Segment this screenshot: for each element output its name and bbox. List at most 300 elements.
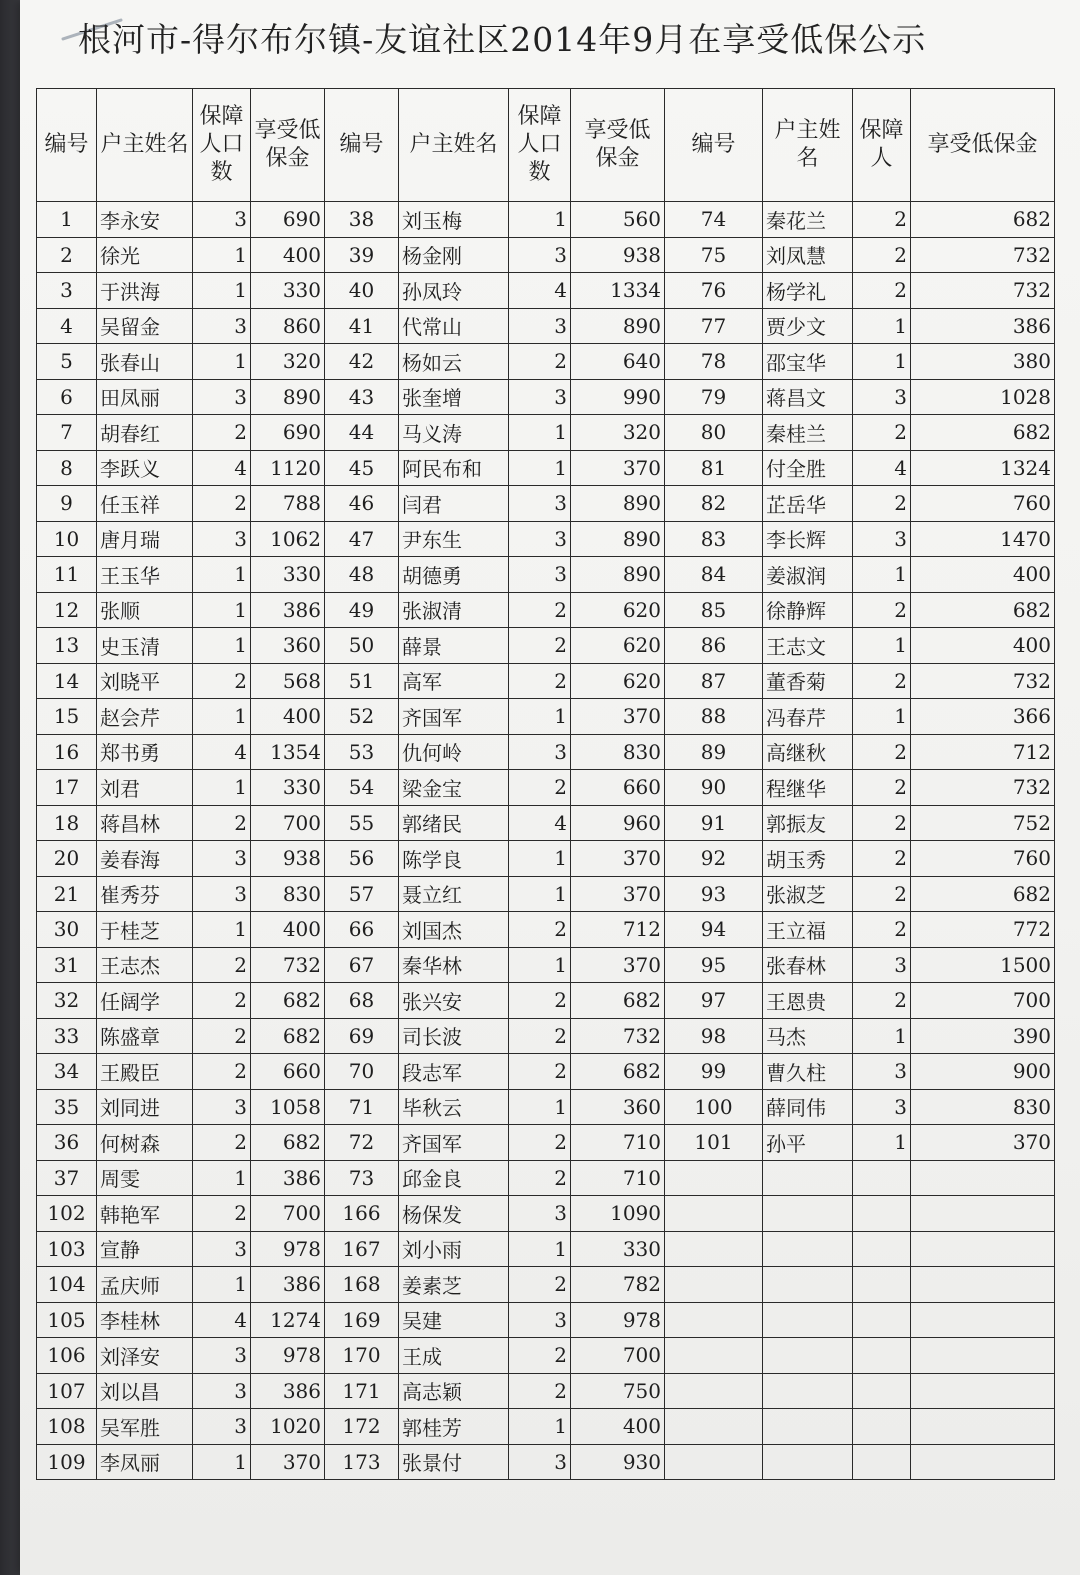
cell-household-head: 刘晓平 <box>97 663 193 699</box>
cell-household-head <box>763 1338 853 1374</box>
cell-number: 76 <box>665 273 763 309</box>
table-row <box>37 273 1055 309</box>
cell-persons-covered: 1 <box>509 1409 571 1445</box>
cell-persons-covered: 1 <box>853 699 911 735</box>
cell-allowance-amount: 682 <box>911 592 1055 628</box>
cell-allowance-amount: 660 <box>251 1054 325 1090</box>
cell-persons-covered <box>853 1409 911 1445</box>
cell-number: 77 <box>665 308 763 344</box>
cell-persons-covered: 3 <box>853 521 911 557</box>
cell-persons-covered: 1 <box>509 450 571 486</box>
cell-household-head: 何树森 <box>97 1125 193 1161</box>
cell-persons-covered: 4 <box>509 805 571 841</box>
table-row <box>37 1018 1055 1054</box>
cell-number: 49 <box>325 592 399 628</box>
table-row <box>37 947 1055 983</box>
cell-number: 170 <box>325 1338 399 1374</box>
cell-persons-covered: 1 <box>193 557 251 593</box>
cell-number: 87 <box>665 663 763 699</box>
cell-household-head: 徐静辉 <box>763 592 853 628</box>
cell-persons-covered: 2 <box>509 1018 571 1054</box>
cell-number: 35 <box>37 1089 97 1125</box>
table-row <box>37 415 1055 451</box>
cell-household-head <box>763 1444 853 1480</box>
cell-household-head: 郭绪民 <box>399 805 509 841</box>
cell-household-head: 薛同伟 <box>763 1089 853 1125</box>
cell-allowance-amount: 782 <box>571 1267 665 1303</box>
cell-persons-covered: 3 <box>193 876 251 912</box>
cell-number: 80 <box>665 415 763 451</box>
cell-household-head: 杨金刚 <box>399 237 509 273</box>
cell-allowance-amount: 366 <box>911 699 1055 735</box>
cell-number <box>665 1444 763 1480</box>
cell-number: 37 <box>37 1160 97 1196</box>
cell-number <box>665 1409 763 1445</box>
cell-number: 104 <box>37 1267 97 1303</box>
cell-allowance-amount: 320 <box>251 344 325 380</box>
cell-number: 1 <box>37 202 97 238</box>
cell-household-head: 聂立红 <box>399 876 509 912</box>
cell-allowance-amount: 788 <box>251 486 325 522</box>
table-row <box>37 486 1055 522</box>
cell-household-head: 史玉清 <box>97 628 193 664</box>
cell-number: 41 <box>325 308 399 344</box>
cell-household-head: 闫君 <box>399 486 509 522</box>
cell-persons-covered: 2 <box>853 983 911 1019</box>
header-persons-covered: 保障人口数 <box>509 89 571 202</box>
table-row <box>37 379 1055 415</box>
cell-persons-covered: 2 <box>853 202 911 238</box>
table-row <box>37 1444 1055 1480</box>
cell-household-head: 张景付 <box>399 1444 509 1480</box>
cell-number: 12 <box>37 592 97 628</box>
cell-household-head: 姜淑润 <box>763 557 853 593</box>
cell-persons-covered: 3 <box>853 379 911 415</box>
header-household-head: 户主姓名 <box>399 89 509 202</box>
cell-allowance-amount: 890 <box>571 557 665 593</box>
table-row <box>37 1160 1055 1196</box>
cell-persons-covered: 1 <box>193 344 251 380</box>
cell-allowance-amount: 386 <box>251 592 325 628</box>
cell-persons-covered: 1 <box>853 308 911 344</box>
cell-allowance-amount: 330 <box>251 273 325 309</box>
cell-persons-covered: 2 <box>193 1018 251 1054</box>
cell-allowance-amount <box>911 1267 1055 1303</box>
cell-allowance-amount: 330 <box>251 557 325 593</box>
table-row <box>37 1373 1055 1409</box>
cell-number: 73 <box>325 1160 399 1196</box>
cell-number: 36 <box>37 1125 97 1161</box>
cell-allowance-amount: 732 <box>911 273 1055 309</box>
cell-allowance-amount: 660 <box>571 770 665 806</box>
cell-persons-covered: 2 <box>193 1054 251 1090</box>
cell-allowance-amount: 390 <box>911 1018 1055 1054</box>
cell-household-head: 马杰 <box>763 1018 853 1054</box>
cell-household-head: 姜春海 <box>97 841 193 877</box>
table-row <box>37 1089 1055 1125</box>
cell-persons-covered: 3 <box>193 841 251 877</box>
cell-allowance-amount: 620 <box>571 592 665 628</box>
cell-household-head: 唐月瑞 <box>97 521 193 557</box>
cell-persons-covered: 2 <box>853 876 911 912</box>
cell-household-head: 郭桂芳 <box>399 1409 509 1445</box>
cell-persons-covered: 2 <box>853 486 911 522</box>
cell-persons-covered: 2 <box>193 805 251 841</box>
cell-allowance-amount: 1020 <box>251 1409 325 1445</box>
table-row <box>37 592 1055 628</box>
cell-number: 103 <box>37 1231 97 1267</box>
cell-number: 172 <box>325 1409 399 1445</box>
cell-persons-covered: 1 <box>853 557 911 593</box>
cell-persons-covered: 2 <box>509 344 571 380</box>
cell-number: 38 <box>325 202 399 238</box>
cell-allowance-amount: 700 <box>911 983 1055 1019</box>
cell-allowance-amount: 690 <box>251 202 325 238</box>
cell-allowance-amount: 386 <box>251 1267 325 1303</box>
cell-household-head: 胡春红 <box>97 415 193 451</box>
cell-persons-covered: 1 <box>509 947 571 983</box>
cell-allowance-amount <box>911 1196 1055 1232</box>
cell-persons-covered: 1 <box>193 770 251 806</box>
cell-number: 2 <box>37 237 97 273</box>
cell-persons-covered: 3 <box>509 734 571 770</box>
cell-persons-covered: 3 <box>853 1089 911 1125</box>
cell-household-head: 孙凤玲 <box>399 273 509 309</box>
cell-household-head: 王志文 <box>763 628 853 664</box>
cell-allowance-amount: 732 <box>911 237 1055 273</box>
cell-allowance-amount: 1500 <box>911 947 1055 983</box>
cell-number: 39 <box>325 237 399 273</box>
cell-number: 97 <box>665 983 763 1019</box>
table-row <box>37 521 1055 557</box>
cell-allowance-amount: 370 <box>571 699 665 735</box>
cell-household-head: 秦花兰 <box>763 202 853 238</box>
cell-allowance-amount: 732 <box>911 663 1055 699</box>
cell-number: 70 <box>325 1054 399 1090</box>
cell-allowance-amount: 712 <box>571 912 665 948</box>
cell-number: 47 <box>325 521 399 557</box>
cell-persons-covered: 1 <box>853 628 911 664</box>
cell-allowance-amount: 1028 <box>911 379 1055 415</box>
cell-persons-covered: 3 <box>509 308 571 344</box>
cell-allowance-amount: 960 <box>571 805 665 841</box>
cell-number: 83 <box>665 521 763 557</box>
header-number: 编号 <box>325 89 399 202</box>
cell-allowance-amount: 938 <box>571 237 665 273</box>
cell-household-head: 高军 <box>399 663 509 699</box>
cell-number: 21 <box>37 876 97 912</box>
cell-household-head: 杨如云 <box>399 344 509 380</box>
document-title: 根河市-得尔布尔镇-友谊社区2014年9月在享受低保公示 <box>78 20 927 59</box>
cell-household-head: 张淑清 <box>399 592 509 628</box>
cell-household-head: 李凤丽 <box>97 1444 193 1480</box>
cell-household-head <box>763 1267 853 1303</box>
cell-allowance-amount: 830 <box>251 876 325 912</box>
cell-household-head: 司长波 <box>399 1018 509 1054</box>
cell-household-head: 田凤丽 <box>97 379 193 415</box>
table-row <box>37 1054 1055 1090</box>
cell-household-head: 齐国军 <box>399 699 509 735</box>
cell-household-head: 刘国杰 <box>399 912 509 948</box>
table-row <box>37 1302 1055 1338</box>
cell-household-head: 王殿臣 <box>97 1054 193 1090</box>
cell-persons-covered <box>853 1231 911 1267</box>
cell-persons-covered: 3 <box>509 237 571 273</box>
cell-household-head: 张奎增 <box>399 379 509 415</box>
cell-number <box>665 1338 763 1374</box>
cell-allowance-amount: 370 <box>571 841 665 877</box>
table-row <box>37 450 1055 486</box>
cell-number: 69 <box>325 1018 399 1054</box>
cell-persons-covered: 2 <box>853 273 911 309</box>
header-household-head: 户主姓名 <box>763 89 853 202</box>
cell-persons-covered: 4 <box>509 273 571 309</box>
cell-household-head: 邵宝华 <box>763 344 853 380</box>
cell-number: 82 <box>665 486 763 522</box>
cell-persons-covered: 2 <box>853 912 911 948</box>
cell-number: 50 <box>325 628 399 664</box>
cell-allowance-amount <box>911 1373 1055 1409</box>
cell-number: 20 <box>37 841 97 877</box>
cell-number: 30 <box>37 912 97 948</box>
cell-persons-covered: 4 <box>193 1302 251 1338</box>
cell-number: 75 <box>665 237 763 273</box>
cell-number: 51 <box>325 663 399 699</box>
cell-household-head: 崔秀芬 <box>97 876 193 912</box>
cell-allowance-amount: 640 <box>571 344 665 380</box>
cell-household-head: 胡玉秀 <box>763 841 853 877</box>
cell-allowance-amount: 1324 <box>911 450 1055 486</box>
cell-persons-covered: 1 <box>193 628 251 664</box>
header-row <box>37 89 1055 202</box>
cell-household-head: 薛景 <box>399 628 509 664</box>
cell-number: 101 <box>665 1125 763 1161</box>
cell-persons-covered: 2 <box>853 415 911 451</box>
cell-persons-covered: 1 <box>193 699 251 735</box>
cell-persons-covered: 3 <box>853 947 911 983</box>
cell-persons-covered <box>853 1267 911 1303</box>
cell-number: 7 <box>37 415 97 451</box>
cell-number: 109 <box>37 1444 97 1480</box>
table-row <box>37 912 1055 948</box>
cell-persons-covered: 3 <box>509 557 571 593</box>
cell-allowance-amount: 938 <box>251 841 325 877</box>
cell-allowance-amount: 360 <box>251 628 325 664</box>
cell-allowance-amount: 710 <box>571 1160 665 1196</box>
cell-household-head: 孙平 <box>763 1125 853 1161</box>
cell-allowance-amount: 732 <box>571 1018 665 1054</box>
cell-number: 56 <box>325 841 399 877</box>
cell-persons-covered: 2 <box>509 592 571 628</box>
cell-household-head: 王立福 <box>763 912 853 948</box>
cell-number <box>665 1160 763 1196</box>
cell-number: 100 <box>665 1089 763 1125</box>
cell-allowance-amount: 400 <box>251 699 325 735</box>
cell-persons-covered: 2 <box>193 415 251 451</box>
cell-allowance-amount: 978 <box>571 1302 665 1338</box>
cell-allowance-amount: 330 <box>251 770 325 806</box>
cell-household-head <box>763 1196 853 1232</box>
cell-persons-covered: 2 <box>509 1373 571 1409</box>
cell-persons-covered: 1 <box>509 699 571 735</box>
cell-persons-covered: 1 <box>853 1125 911 1161</box>
cell-household-head: 刘君 <box>97 770 193 806</box>
cell-persons-covered: 2 <box>853 805 911 841</box>
cell-persons-covered: 2 <box>193 947 251 983</box>
cell-allowance-amount: 890 <box>571 308 665 344</box>
cell-household-head: 冯春芹 <box>763 699 853 735</box>
table-row <box>37 557 1055 593</box>
cell-number: 17 <box>37 770 97 806</box>
cell-number: 57 <box>325 876 399 912</box>
cell-number: 8 <box>37 450 97 486</box>
cell-household-head: 杨学礼 <box>763 273 853 309</box>
cell-persons-covered: 2 <box>509 1338 571 1374</box>
cell-allowance-amount <box>911 1302 1055 1338</box>
table-row <box>37 202 1055 238</box>
cell-household-head: 韩艳军 <box>97 1196 193 1232</box>
subsistence-allowance-table <box>36 88 1055 1480</box>
cell-number: 108 <box>37 1409 97 1445</box>
cell-allowance-amount: 400 <box>911 557 1055 593</box>
cell-household-head: 董香菊 <box>763 663 853 699</box>
cell-persons-covered: 3 <box>853 1054 911 1090</box>
cell-allowance-amount: 682 <box>911 876 1055 912</box>
cell-persons-covered: 2 <box>193 486 251 522</box>
cell-number: 18 <box>37 805 97 841</box>
cell-household-head: 王志杰 <box>97 947 193 983</box>
cell-allowance-amount: 620 <box>571 628 665 664</box>
cell-number: 66 <box>325 912 399 948</box>
cell-number: 95 <box>665 947 763 983</box>
cell-allowance-amount <box>911 1409 1055 1445</box>
cell-number: 171 <box>325 1373 399 1409</box>
cell-number: 34 <box>37 1054 97 1090</box>
cell-number: 31 <box>37 947 97 983</box>
cell-number: 84 <box>665 557 763 593</box>
cell-allowance-amount: 890 <box>251 379 325 415</box>
cell-allowance-amount: 386 <box>251 1373 325 1409</box>
header-number: 编号 <box>665 89 763 202</box>
table-row <box>37 1125 1055 1161</box>
cell-persons-covered: 1 <box>509 1231 571 1267</box>
cell-number <box>665 1196 763 1232</box>
table-row <box>37 1267 1055 1303</box>
cell-household-head: 刘泽安 <box>97 1338 193 1374</box>
cell-allowance-amount: 682 <box>571 1054 665 1090</box>
cell-number: 105 <box>37 1302 97 1338</box>
cell-persons-covered <box>853 1444 911 1480</box>
cell-number: 40 <box>325 273 399 309</box>
cell-persons-covered: 3 <box>193 308 251 344</box>
cell-number: 166 <box>325 1196 399 1232</box>
cell-allowance-amount: 370 <box>251 1444 325 1480</box>
cell-allowance-amount: 1062 <box>251 521 325 557</box>
cell-persons-covered: 2 <box>193 663 251 699</box>
table-row <box>37 663 1055 699</box>
cell-household-head: 胡德勇 <box>399 557 509 593</box>
cell-persons-covered <box>853 1302 911 1338</box>
cell-allowance-amount <box>911 1160 1055 1196</box>
cell-number: 98 <box>665 1018 763 1054</box>
cell-allowance-amount: 380 <box>911 344 1055 380</box>
cell-persons-covered: 1 <box>193 592 251 628</box>
cell-persons-covered: 1 <box>193 912 251 948</box>
cell-persons-covered: 2 <box>853 592 911 628</box>
cell-persons-covered: 1 <box>509 1089 571 1125</box>
cell-number: 79 <box>665 379 763 415</box>
cell-household-head: 段志军 <box>399 1054 509 1090</box>
cell-persons-covered <box>853 1196 911 1232</box>
cell-household-head <box>763 1373 853 1409</box>
cell-allowance-amount: 682 <box>251 983 325 1019</box>
cell-persons-covered: 3 <box>509 486 571 522</box>
cell-persons-covered: 1 <box>193 273 251 309</box>
cell-allowance-amount: 978 <box>251 1231 325 1267</box>
cell-household-head: 秦桂兰 <box>763 415 853 451</box>
header-allowance-amount: 享受低保金 <box>911 89 1055 202</box>
cell-household-head: 吴建 <box>399 1302 509 1338</box>
cell-household-head: 郭振友 <box>763 805 853 841</box>
cell-number: 13 <box>37 628 97 664</box>
cell-persons-covered: 1 <box>853 344 911 380</box>
cell-allowance-amount <box>911 1231 1055 1267</box>
cell-allowance-amount: 1120 <box>251 450 325 486</box>
cell-household-head: 高继秋 <box>763 734 853 770</box>
cell-household-head <box>763 1231 853 1267</box>
cell-allowance-amount: 760 <box>911 486 1055 522</box>
cell-number: 72 <box>325 1125 399 1161</box>
header-persons-covered: 保障人口数 <box>193 89 251 202</box>
cell-number: 89 <box>665 734 763 770</box>
cell-persons-covered: 2 <box>509 1054 571 1090</box>
cell-persons-covered: 3 <box>193 521 251 557</box>
cell-number: 44 <box>325 415 399 451</box>
cell-household-head: 梁金宝 <box>399 770 509 806</box>
cell-number: 46 <box>325 486 399 522</box>
cell-household-head: 张春山 <box>97 344 193 380</box>
cell-allowance-amount: 930 <box>571 1444 665 1480</box>
cell-allowance-amount: 1470 <box>911 521 1055 557</box>
cell-allowance-amount: 370 <box>571 876 665 912</box>
cell-household-head: 付全胜 <box>763 450 853 486</box>
cell-household-head: 周雯 <box>97 1160 193 1196</box>
cell-number: 74 <box>665 202 763 238</box>
cell-allowance-amount: 900 <box>911 1054 1055 1090</box>
cell-household-head: 陈盛章 <box>97 1018 193 1054</box>
cell-allowance-amount: 700 <box>251 1196 325 1232</box>
table-row <box>37 1338 1055 1374</box>
cell-household-head: 徐光 <box>97 237 193 273</box>
cell-allowance-amount: 700 <box>571 1338 665 1374</box>
cell-persons-covered: 2 <box>509 1160 571 1196</box>
cell-persons-covered: 3 <box>509 379 571 415</box>
cell-number: 5 <box>37 344 97 380</box>
table-row <box>37 876 1055 912</box>
cell-household-head: 高志颖 <box>399 1373 509 1409</box>
cell-household-head: 李跃义 <box>97 450 193 486</box>
header-household-head: 户主姓名 <box>97 89 193 202</box>
table-row <box>37 1196 1055 1232</box>
cell-allowance-amount: 682 <box>911 415 1055 451</box>
cell-persons-covered: 2 <box>509 912 571 948</box>
cell-persons-covered: 1 <box>853 1018 911 1054</box>
cell-number: 9 <box>37 486 97 522</box>
cell-household-head: 邱金良 <box>399 1160 509 1196</box>
header-persons-covered: 保障人 <box>853 89 911 202</box>
cell-household-head: 杨保发 <box>399 1196 509 1232</box>
cell-allowance-amount: 620 <box>571 663 665 699</box>
